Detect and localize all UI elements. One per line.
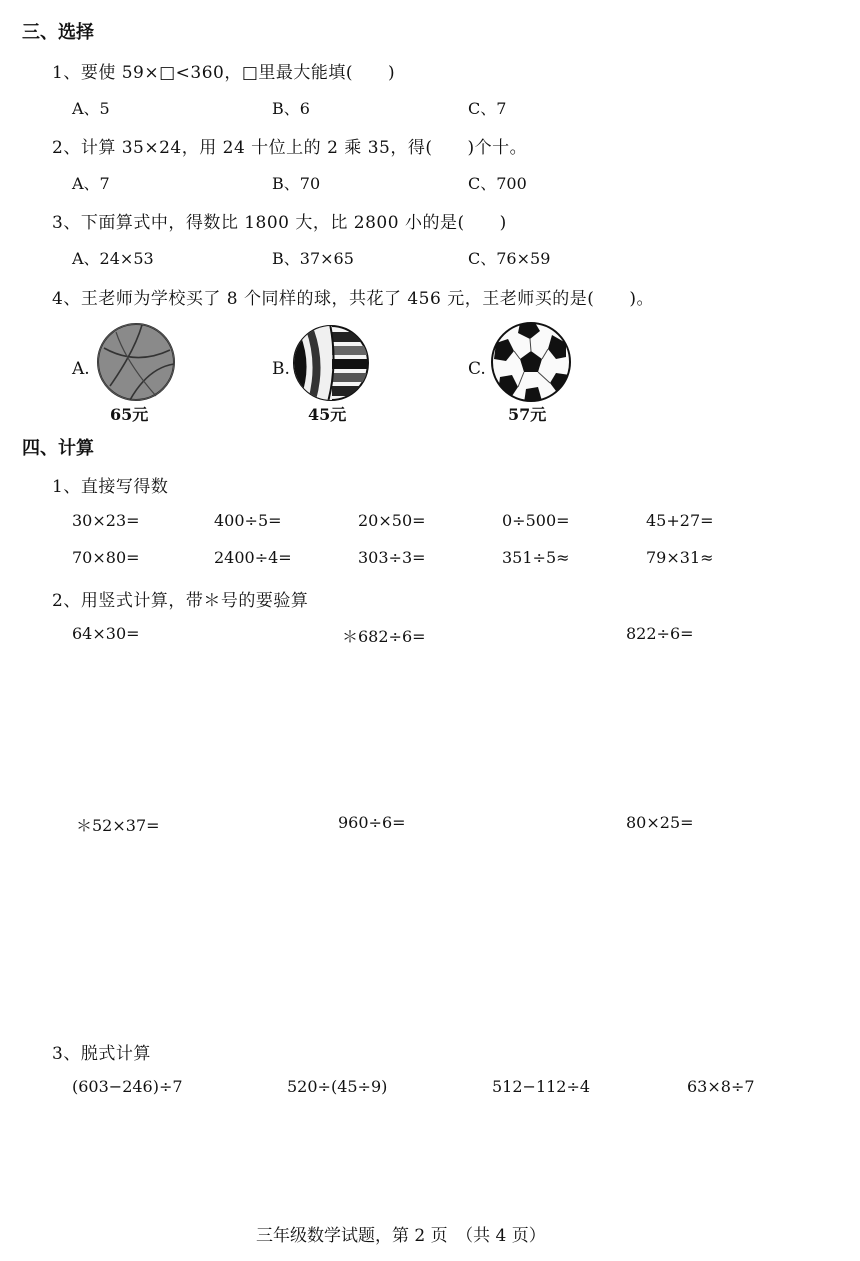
- vertical-calc-item: ＊682÷6=: [342, 627, 426, 646]
- mental-calc-item: 0÷500=: [502, 511, 570, 530]
- section3-title: 三、选择: [22, 22, 94, 43]
- volleyball-icon: [292, 324, 370, 406]
- q4-option-b-letter[interactable]: B.: [272, 359, 290, 379]
- mental-calc-item: 400÷5=: [214, 511, 282, 530]
- part1-title: 1、直接写得数: [52, 477, 169, 497]
- mental-calc-item: 351÷5≈: [502, 548, 570, 567]
- mental-calc-item: 2400÷4=: [214, 548, 292, 567]
- question-1: 1、要使 59×□<360，□里最大能填( ): [52, 63, 396, 83]
- soccer-ball-icon: [490, 321, 572, 407]
- mental-calc-item: 45+27=: [646, 511, 714, 530]
- question-2: 2、计算 35×24，用 24 十位上的 2 乘 35，得( )个十。: [52, 138, 528, 158]
- mental-calc-item: 30×23=: [72, 511, 140, 530]
- q1-option-a[interactable]: A、5: [72, 99, 110, 118]
- vertical-calc-item: 822÷6=: [626, 624, 694, 643]
- q3-option-b[interactable]: B、37×65: [272, 249, 354, 268]
- q3-option-c[interactable]: C、76×59: [468, 249, 551, 268]
- q1-option-c[interactable]: C、7: [468, 99, 507, 118]
- mental-calc-item: 20×50=: [358, 511, 426, 530]
- q4-option-a-price: 65元: [110, 405, 149, 424]
- page-footer: 三年级数学试题，第 2 页 （共 4 页）: [256, 1226, 546, 1246]
- section4-title: 四、计算: [22, 438, 94, 459]
- q2-option-c[interactable]: C、700: [468, 174, 527, 193]
- stepwise-calc-item: 63×8÷7: [687, 1077, 755, 1096]
- stepwise-calc-item: 512−112÷4: [492, 1077, 591, 1096]
- part3-title: 3、脱式计算: [52, 1044, 151, 1064]
- stepwise-calc-item: 520÷(45÷9): [287, 1077, 388, 1096]
- q4-option-b-price: 45元: [308, 405, 347, 424]
- q3-option-a[interactable]: A、24×53: [72, 249, 154, 268]
- mental-calc-item: 70×80=: [72, 548, 140, 567]
- mental-calc-item: 303÷3=: [358, 548, 426, 567]
- vertical-calc-item: 80×25=: [626, 813, 694, 832]
- q1-option-b[interactable]: B、6: [272, 99, 310, 118]
- q4-option-c-letter[interactable]: C.: [468, 359, 486, 379]
- vertical-calc-item: ＊52×37=: [76, 816, 160, 835]
- vertical-calc-item: 960÷6=: [338, 813, 406, 832]
- question-3: 3、下面算式中，得数比 1800 大，比 2800 小的是( ): [52, 213, 507, 233]
- q4-option-a-letter[interactable]: A.: [72, 359, 90, 379]
- question-4: 4、王老师为学校买了 8 个同样的球，共花了 456 元，王老师买的是( )。: [52, 289, 654, 309]
- stepwise-calc-item: (603−246)÷7: [72, 1077, 183, 1096]
- vertical-calc-item: 64×30=: [72, 624, 140, 643]
- mental-calc-item: 79×31≈: [646, 548, 714, 567]
- q4-option-c-price: 57元: [508, 405, 547, 424]
- q2-option-a[interactable]: A、7: [72, 174, 110, 193]
- part2-title: 2、用竖式计算，带＊号的要验算: [52, 591, 309, 611]
- q2-option-b[interactable]: B、70: [272, 174, 321, 193]
- basketball-icon: [96, 322, 176, 406]
